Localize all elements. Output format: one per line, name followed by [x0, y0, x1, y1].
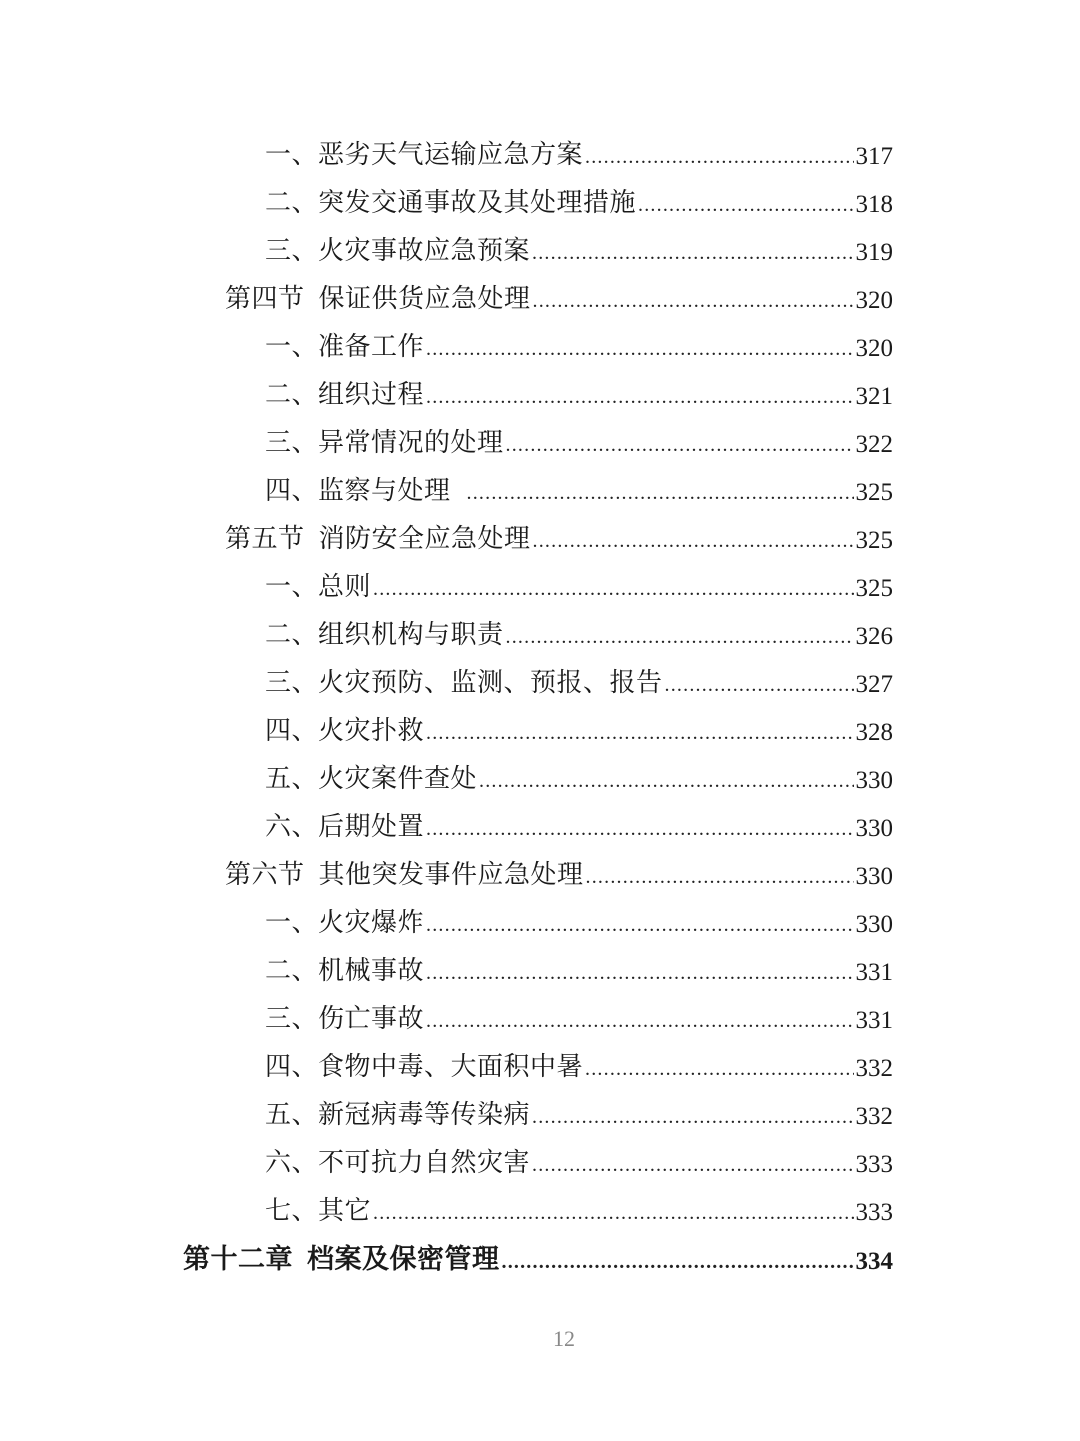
entry-title: 六、不可抗力自然灾害 [265, 1147, 531, 1178]
entry-title: 三、火灾事故应急预案 [265, 235, 531, 266]
dot-leader [533, 531, 854, 551]
entry-page: 325 [855, 478, 893, 506]
entry-page: 328 [855, 718, 893, 746]
dot-leader [426, 963, 853, 983]
entry-page: 325 [855, 574, 893, 602]
entry-title: 二、组织过程 [265, 379, 425, 410]
entry-page: 320 [855, 334, 893, 362]
section-number: 第五节 [225, 523, 305, 554]
toc-entry[interactable] [0, 944, 1080, 992]
entry-page: 331 [855, 1006, 893, 1034]
entry-page: 334 [855, 1247, 893, 1275]
toc-entry[interactable] [0, 752, 1080, 800]
entry-title: 二、突发交通事故及其处理措施 [265, 187, 637, 218]
entry-title: 三、异常情况的处理 [265, 427, 504, 458]
dot-leader [426, 387, 853, 407]
dot-leader [426, 915, 853, 935]
entry-page: 320 [855, 286, 893, 314]
toc-chapter-entry[interactable] [0, 1232, 1080, 1280]
toc-section-entry[interactable] [0, 848, 1080, 896]
dot-leader [426, 339, 853, 359]
entry-page: 327 [855, 670, 893, 698]
toc-entry[interactable] [0, 464, 1080, 512]
entry-page: 322 [855, 430, 893, 458]
dot-leader [373, 1203, 853, 1223]
entry-page: 330 [855, 814, 893, 842]
dot-leader [506, 627, 854, 647]
entry-page: 333 [855, 1198, 893, 1226]
toc-section-entry[interactable] [0, 512, 1080, 560]
section-number: 第六节 [225, 859, 305, 890]
entry-page: 318 [855, 190, 893, 218]
entry-page: 330 [855, 766, 893, 794]
table-of-contents [0, 128, 1080, 1280]
entry-page: 332 [855, 1054, 893, 1082]
dot-leader [479, 771, 853, 791]
dot-leader [426, 723, 853, 743]
entry-page: 319 [855, 238, 893, 266]
toc-entry[interactable] [0, 560, 1080, 608]
chapter-title: 档案及保密管理 [307, 1243, 500, 1275]
entry-page: 331 [855, 958, 893, 986]
toc-entry[interactable] [0, 1184, 1080, 1232]
dot-leader [467, 483, 854, 503]
entry-title: 五、火灾案件查处 [265, 763, 478, 794]
entry-title: 一、总则 [265, 571, 372, 602]
entry-title: 一、火灾爆炸 [265, 907, 425, 938]
toc-entry[interactable] [0, 1040, 1080, 1088]
toc-entry[interactable] [0, 224, 1080, 272]
entry-page: 317 [855, 142, 893, 170]
entry-title: 二、机械事故 [265, 955, 425, 986]
page-number: 12 [553, 1326, 575, 1351]
entry-title: 三、伤亡事故 [265, 1003, 425, 1034]
dot-leader [532, 1107, 853, 1127]
entry-title: 四、食物中毒、大面积中暑 [265, 1051, 584, 1082]
dot-leader [585, 1059, 853, 1079]
toc-entry[interactable] [0, 656, 1080, 704]
entry-title: 二、组织机构与职责 [265, 619, 504, 650]
entry-title: 七、其它 [265, 1195, 372, 1226]
dot-leader [638, 195, 853, 215]
chapter-number: 第十二章 [183, 1243, 293, 1275]
toc-section-entry[interactable] [0, 272, 1080, 320]
dot-leader [502, 1252, 854, 1272]
entry-page: 330 [855, 910, 893, 938]
entry-title: 六、后期处置 [265, 811, 425, 842]
section-title: 其他突发事件应急处理 [318, 859, 584, 890]
dot-leader [426, 1011, 853, 1031]
toc-entry[interactable] [0, 368, 1080, 416]
toc-entry[interactable] [0, 800, 1080, 848]
toc-entry[interactable] [0, 416, 1080, 464]
entry-page: 333 [855, 1150, 893, 1178]
section-number: 第四节 [225, 283, 305, 314]
entry-title: 五、新冠病毒等传染病 [265, 1099, 531, 1130]
toc-entry[interactable] [0, 608, 1080, 656]
entry-page: 330 [855, 862, 893, 890]
toc-entry[interactable] [0, 992, 1080, 1040]
dot-leader [533, 291, 854, 311]
toc-entry[interactable] [0, 704, 1080, 752]
toc-entry[interactable] [0, 1136, 1080, 1184]
dot-leader [586, 867, 854, 887]
entry-title: 一、恶劣天气运输应急方案 [265, 139, 584, 170]
dot-leader [665, 675, 854, 695]
toc-entry[interactable] [0, 128, 1080, 176]
entry-title: 一、准备工作 [265, 331, 425, 362]
dot-leader [532, 243, 853, 263]
entry-title: 四、监察与处理 [265, 475, 451, 506]
dot-leader [506, 435, 854, 455]
dot-leader [532, 1155, 853, 1175]
section-title: 保证供货应急处理 [318, 283, 531, 314]
entry-page: 326 [855, 622, 893, 650]
dot-leader [426, 819, 853, 839]
entry-page: 325 [855, 526, 893, 554]
dot-leader [585, 147, 853, 167]
toc-entry[interactable] [0, 176, 1080, 224]
entry-page: 332 [855, 1102, 893, 1130]
entry-title: 三、火灾预防、监测、预报、报告 [265, 667, 663, 698]
dot-leader [373, 579, 853, 599]
entry-title: 四、火灾扑救 [265, 715, 425, 746]
entry-page: 321 [855, 382, 893, 410]
toc-entry[interactable] [0, 320, 1080, 368]
toc-entry[interactable] [0, 896, 1080, 944]
toc-entry[interactable] [0, 1088, 1080, 1136]
section-title: 消防安全应急处理 [318, 523, 531, 554]
